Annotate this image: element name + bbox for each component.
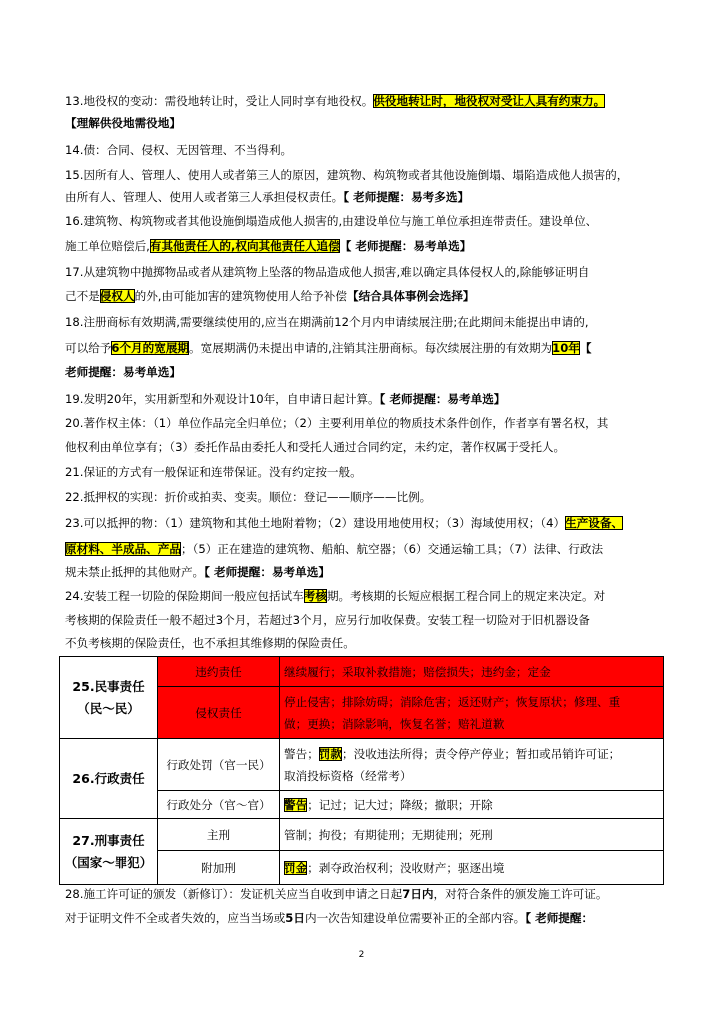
table-row: [60, 739, 664, 791]
item-20-line2: 他权利由单位享有；（3）委托作品由委托人和受托人通过合同约定，未约定，著作权属于受托人。: [65, 440, 566, 454]
item-24-line2: 考核期的保险责任一般不超过3个月，若超过3个月，应另行加收保费。安装工程一切险对于旧机器设备: [65, 613, 590, 627]
table-row: [60, 657, 664, 687]
item-28-line1: 28.施工许可证的颁发（新修订）：发证机关应当自收到申请之日起7日内，对符合条件的颁发施工许可证。: [65, 887, 608, 901]
item-23-line1: 23.可以抵押的物：（1）建筑物和其他土地附着物；（2）建设用地使用权；（3）海域使用权；（4）生产设备、: [65, 516, 624, 530]
page-number: 2: [358, 950, 365, 960]
item-17-line1: 17.从建筑物中抛掷物品或者从建筑物上坠落的物品造成他人损害,难以确定具体侵权人的,除能够证明自: [65, 265, 590, 279]
item-15-line1: 15.因所有人、管理人、使用人或者第三人的原因，建筑物、构筑物或者其他设施倒塌、塌陷造成他人损害的，: [65, 168, 629, 182]
admin-sanction-label: 行政处分（官～官）: [158, 791, 280, 819]
item-18-line2: 可以给予6个月的宽展期。宽展期满仍未提出申请的,注销其注册商标。每次续展注册的有效期为10年【: [65, 341, 592, 355]
item-22: 22.抵押权的实现：折价或拍卖、变卖。顺位：登记——顺序——比例。: [65, 490, 432, 504]
principal-penalty-value: 管制；拘役；有期徒刑；无期徒刑；死刑: [280, 819, 664, 851]
item-16-line1: 16.建筑物、构筑物或者其他设施倒塌造成他人损害的,由建设单位与施工单位承担连带责任。建设单位、: [65, 214, 598, 228]
contract-liability-value: 继续履行；采取补救措施；赔偿损失；违约金；定金: [280, 657, 664, 687]
admin-sanction-value: 警告；记过；记大过；降级；撤职；开除: [280, 791, 664, 819]
item-20-line1: 20.著作权主体：（1）单位作品完全归单位；（2）主要利用单位的物质技术条件创作，作者享有署名权，其: [65, 416, 609, 430]
item-15-line2: 由所有人、管理人、使用人或者第三人承担侵权责任。【 老师提醒：易考多选】: [65, 190, 470, 204]
item-14: 14.债：合同、侵权、无因管理、不当得利。: [65, 143, 293, 157]
item-24-line3: 不负考核期的保险责任，也不承担其维修期的保险责任。: [65, 636, 355, 650]
item-18-note: 老师提醒：易考单选】: [65, 365, 181, 379]
item-18-line1: 18.注册商标有效期满,需要继续使用的,应当在期满前12个月内申请续展注册;在此期间未能提出申请的,: [65, 315, 589, 329]
contract-liability-label: 违约责任: [158, 657, 280, 687]
supplementary-penalty-value: 罚金；剥夺政治权利；没收财产；驱逐出境: [280, 851, 664, 885]
tort-liability-label: 侵权责任: [158, 687, 280, 739]
criminal-liability-cell: 27.刑事责任 （国家～罪犯）: [60, 819, 158, 885]
item-21: 21.保证的方式有一般保证和连带保证。没有约定按一般。: [65, 465, 362, 479]
supplementary-penalty-label: 附加刑: [158, 851, 280, 885]
item-28-line2: 对于证明文件不全或者失效的，应当当场或5日内一次告知建设单位需要补正的全部内容。【 老师提醒：: [65, 911, 594, 925]
item-19: 19.发明20年，实用新型和外观设计10年，自申请日起计算。【 老师提醒：易考单选】: [65, 392, 506, 406]
item-23-line3: 规未禁止抵押的其他财产。【 老师提醒：易考单选】: [65, 565, 330, 579]
admin-punishment-label: 行政处罚（官一民）: [158, 739, 280, 791]
admin-punishment-value: 警告；罚款；没收违法所得；责令停产停业；暂扣或吊销许可证； 取消投标资格（经常考）: [280, 739, 664, 791]
item-13: 13.地役权的变动：需役地转让时，受让人同时享有地役权。供役地转让时，地役权对受让人具有约束力。: [65, 94, 606, 108]
civil-liability-cell: 25.民事责任 （民～民）: [60, 657, 158, 739]
table-row: [60, 819, 664, 851]
item-17-line2: 己不是侵权人的外,由可能加害的建筑物使用人给予补偿【结合具体事例会选择】: [65, 289, 475, 303]
admin-liability-cell: 26.行政责任: [60, 739, 158, 819]
item-13-note: 【理解供役地需役地】: [65, 116, 181, 130]
item-23-line2: 原材料、半成品、产品；（5）正在建造的建筑物、船舶、航空器；（6）交通运输工具；（7）法律、行政法: [65, 542, 604, 556]
item-24-line1: 24.安装工程一切险的保险期间一般应包括试车考核期。考核期的长短应根据工程合同上的规定来决定。对: [65, 589, 606, 603]
principal-penalty-label: 主刑: [158, 819, 280, 851]
liability-table: [59, 656, 664, 885]
item-16-line2: 施工单位赔偿后,有其他责任人的,权向其他责任人追偿【 老师提醒：易考单选】: [65, 239, 472, 253]
tort-liability-value: 停止侵害；排除妨碍；消除危害；返还财产；恢复原状；修理、重 做；更换；消除影响，恢复名誉；赔礼道歉: [280, 687, 664, 739]
